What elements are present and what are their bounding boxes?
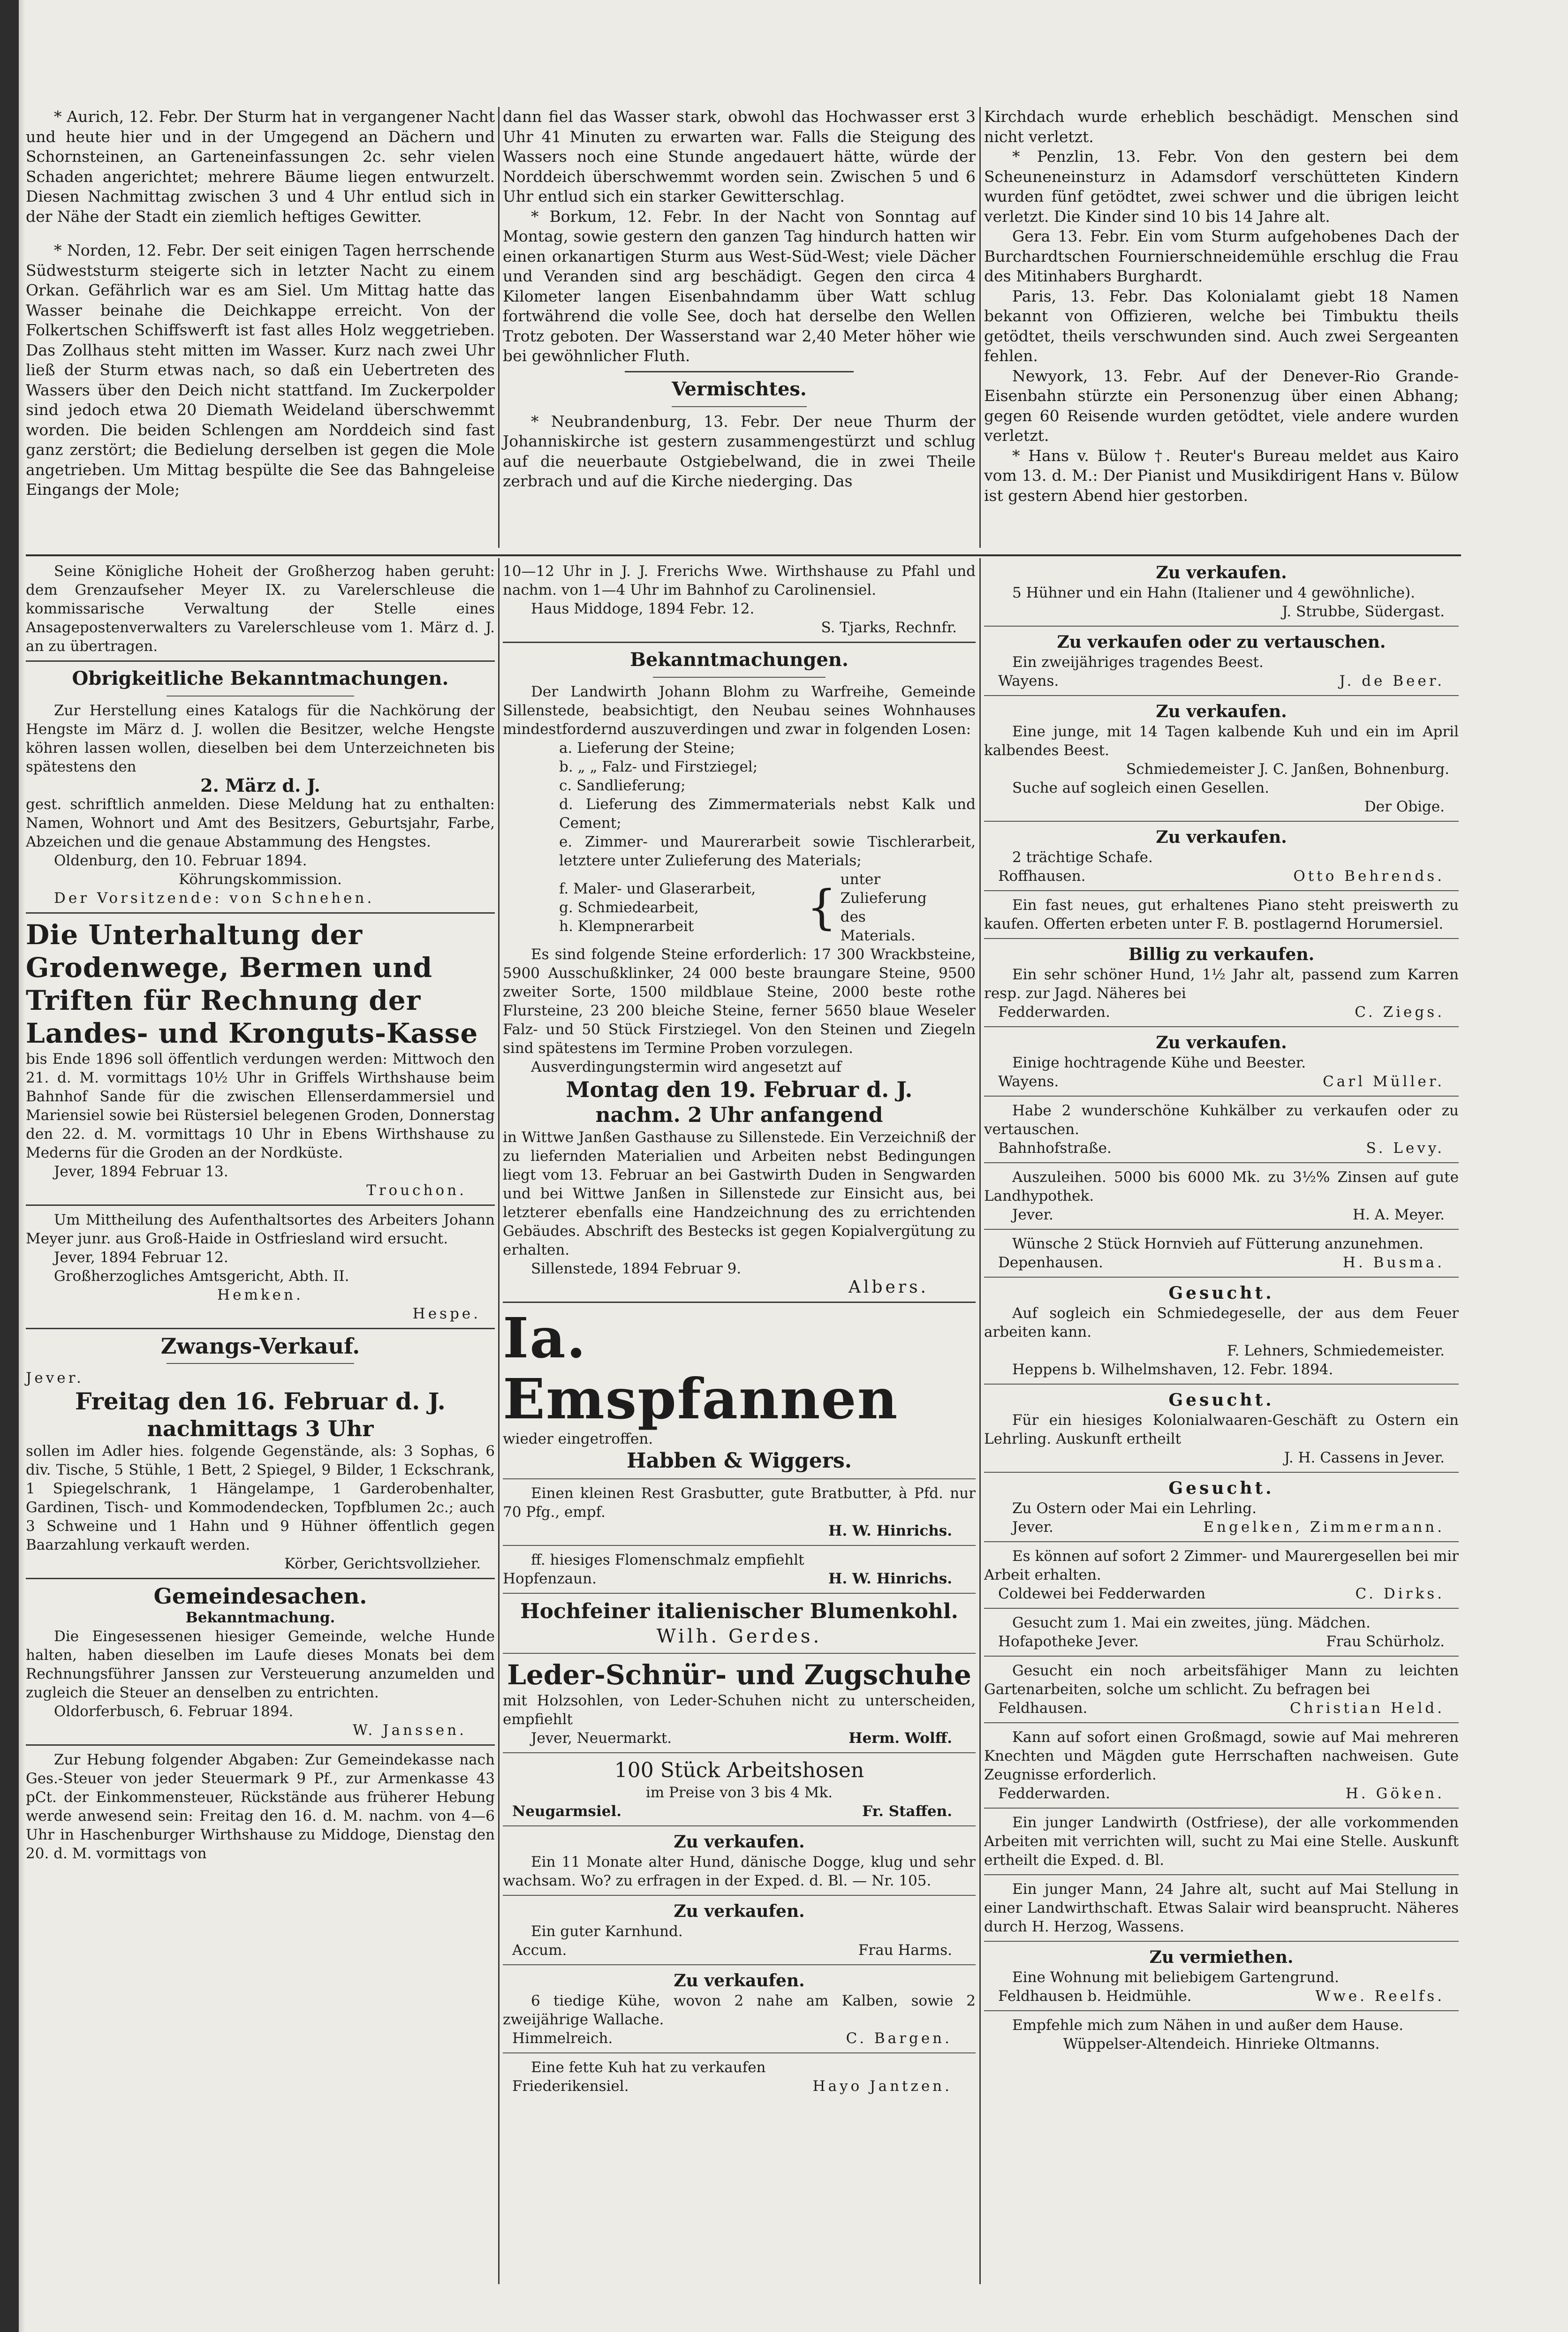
- blumenkohl-heading: Hochfeiner italienischer Blumenkohl.: [520, 1599, 958, 1623]
- verkauf-kuehe-signature: C. Bargen.: [846, 2030, 952, 2047]
- g6-place: Feldhausen.: [998, 1700, 1088, 1717]
- flomenschmalz-place: Hopfenzaun.: [503, 1570, 597, 1587]
- grossherzog-notice: Seine Königliche Hoheit der Großherzog haben geruht: dem Grenzaufseher Meyer IX. zu Varelerschleuse die kommissarische Verwaltung der Stelle eines Ansagepostenverwalters zu Varelerschleuse vom 1. März d. J. an zu übertragen.: [26, 563, 495, 655]
- news-neubrandenburg: * Neubrandenburg, 13. Febr. Der neue Thurm der Johanniskirche ist gestern zusammengestürzt und schlug auf die neuerbaute Ostgiebelwand, die in zwei Theile zerbrach und auf die Kirche niederging. Das: [503, 412, 976, 490]
- hengste-org: Köhrungskommission.: [179, 871, 342, 888]
- naehen-text: Empfehle mich zum Nähen in und außer dem Hause.: [1012, 2017, 1404, 2034]
- news-gera: Gera 13. Febr. Ein vom Sturm aufgehobenes Dach der Burchardtschen Fournierschneidemühle erschlug die Frau des Mitinhabers Burghardt.: [984, 227, 1459, 285]
- hengste-signature: Der Vorsitzende: von Schnehen.: [54, 890, 375, 907]
- los-fgh: [559, 870, 976, 945]
- hengste-notice-cont: gest. schriftlich anmelden. Diese Meldung hat zu enthalten: Namen, Wohnort und Amt des Besitzers, Geburtsjahr, Farbe, Abzeichen und die genaue Abstammung des Hengstes.: [26, 796, 495, 850]
- fette-kuh-signature: Hayo Jantzen.: [812, 2078, 952, 2095]
- zwangsverkauf-place: Jever.: [26, 1370, 84, 1386]
- column-rule: [979, 107, 981, 548]
- ads-column-middle: [503, 562, 976, 2096]
- g1-place: Heppens b. Wilhelmshaven, 12. Febr. 1894.: [1012, 1361, 1333, 1378]
- grasbutter-text: Einen kleinen Rest Grasbutter, gute Bratbutter, à Pfd. nur 70 Pfg., empf.: [503, 1485, 976, 1521]
- g7-text: Kann auf sofort einen Großmagd, sowie auf Mai mehreren Knechten und Mägden gute Herrschaften nachweisen. Gute Zeugnisse erforderlich.: [984, 1729, 1459, 1783]
- ads-column-right: [984, 562, 1459, 2053]
- flomenschmalz-signature: H. W. Hinrichs.: [828, 1570, 952, 1587]
- zwangsverkauf-items: sollen im Adler hies. folgende Gegenstände, als: 3 Sophas, 6 div. Tische, 5 Stühle, 1 Bett, 2 Spiegel, 9 Bilder, 1 Eckschrank, 1 Spiegelschrank, 1 Hängelampe, 1 Garderobenhalter, Gardinen, Tisch- und Kommodendecken, Topfblumen 2c.; auch 3 Schweine und 1 Hahn und 9 Hühner öffentlich gegen Baarzahlung verkauft werden.: [26, 1443, 495, 1553]
- r6-place: Wayens.: [998, 1073, 1059, 1090]
- r3-text-2: Suche auf sogleich einen Gesellen.: [1012, 780, 1270, 796]
- g5-text: Gesucht zum 1. Mai ein zweites, jüng. Mädchen.: [1012, 1614, 1371, 1631]
- neubau-notice: Der Landwirth Johann Blohm zu Warfreihe, Gemeinde Sillenstede, beabsichtigt, den Neubau seines Wohnhauses mindestfordernd auszuverdingen und zwar in folgenden Losen:: [503, 683, 976, 738]
- arbeitshosen-price: im Preise von 3 bis 4 Mk.: [645, 1784, 833, 1801]
- vermieten-place: Feldhausen b. Heidmühle.: [998, 1988, 1192, 2005]
- aufenthalt-signature-2: Hespe.: [412, 1305, 481, 1322]
- r9-place: Depenhausen.: [998, 1254, 1103, 1271]
- g8-text: Ein junger Landwirth (Ostfriese), der alle vorkommenden Arbeiten mit verrichten will, sucht zu Mai eine Stelle. Auskunft ertheilt die Exped. d. Bl.: [984, 1814, 1459, 1869]
- news-column-2: [503, 107, 976, 492]
- hundesteuer-place: Oldorferbusch, 6. Februar 1894.: [54, 1703, 294, 1720]
- r2-place: Wayens.: [998, 673, 1059, 689]
- g4-place: Coldewei bei Fedderwarden: [998, 1585, 1206, 1602]
- r4-place: Roffhausen.: [998, 868, 1086, 885]
- g3-place: Jever.: [1012, 1519, 1053, 1536]
- g4-signature: C. Dirks.: [1355, 1585, 1445, 1602]
- zwangsverkauf-heading: Zwangs-Verkauf.: [160, 1333, 360, 1359]
- los-h: h. Klempnerarbeit: [559, 918, 694, 935]
- abgaben-notice-cont: 10—12 Uhr in J. J. Frerichs Wwe. Wirthshause zu Pfahl und nachm. von 1—4 Uhr im Bahnhof zu Carolinensiel.: [503, 563, 976, 598]
- news-column-3: [984, 107, 1459, 506]
- verkauf-hund-text: Ein 11 Monate alter Hund, dänische Dogge, klug und sehr wachsam. Wo? zu erfragen in der Exped. d. Bl. — Nr. 105.: [503, 1854, 976, 1889]
- g6-signature: Christian Held.: [1290, 1700, 1445, 1717]
- arbeitshosen-heading: 100 Stück Arbeitshosen: [614, 1758, 864, 1782]
- adjacent-page-edge: [0, 0, 19, 2332]
- r5-text: Ein sehr schöner Hund, 1½ Jahr alt, passend zum Karren resp. zur Jagd. Näheres bei: [984, 966, 1459, 1002]
- r5-place: Fedderwarden.: [998, 1004, 1110, 1021]
- lederschuhe-place: Jever, Neuermarkt.: [531, 1730, 672, 1747]
- g1-text: Auf sogleich ein Schmiedegeselle, der aus dem Feuer arbeiten kann.: [984, 1305, 1459, 1340]
- verkauf-karnhund-text: Ein guter Karnhund.: [531, 1923, 683, 1940]
- vermieten-text: Eine Wohnung mit beliebigem Gartengrund.: [1012, 1969, 1340, 1986]
- hengste-place: Oldenburg, den 10. Februar 1894.: [54, 852, 307, 869]
- termin-time: nachm. 2 Uhr anfangend: [595, 1103, 883, 1127]
- g3-heading: Gesucht.: [1168, 1478, 1274, 1498]
- los-c: c. Sandlieferung;: [559, 777, 686, 794]
- lederschuhe-heading: Leder-Schnür- und Zugschuhe: [507, 1659, 971, 1691]
- r4-heading: Zu verkaufen.: [1156, 827, 1287, 847]
- news-norden-cont: dann fiel das Wasser stark, obwohl das Hochwasser erst 3 Uhr 41 Minuten zu erwarten war. Falls die Steigung des Wassers noch eine Stunde angedauert hätte, würde der Norddeich überschwemmt worden sein. Zwischen 5 und 6 Uhr entlud sich ein starker Gewitterschlag.: [503, 107, 976, 205]
- hundesteuer-signature: W. Janssen.: [352, 1722, 467, 1739]
- ads-column-left: [26, 562, 495, 1863]
- grasbutter-signature: H. W. Hinrichs.: [828, 1522, 952, 1539]
- section-divider: [26, 554, 1461, 556]
- gemeinde-subheading: Bekanntmachung.: [185, 1609, 335, 1626]
- termin-date: Montag den 19. Februar d. J.: [566, 1077, 913, 1102]
- vermieten-signature: Wwe. Reelfs.: [1315, 1988, 1445, 2005]
- unterhaltung-text: bis Ende 1896 soll öffentlich verdungen werden: Mittwoch den 21. d. M. vormittags 10½ Uhr in Griffels Wirthshause beim Bahnhof Sande für die zwischen Ellenserdammersiel und Mariensiel sowie bei Rüstersiel belegenen Groden, Donnerstag den 22. d. M. vormittags 10 Uhr in Ebens Wirthshause zu Mederns für die Groden an der Nordküste.: [26, 1051, 495, 1161]
- brace-glyph: {: [807, 880, 837, 935]
- aufenthalt-notice: Um Mittheilung des Aufenthaltsortes des Arbeiters Johann Meyer junr. aus Groß-Haide in Ostfriesland wird ersucht.: [26, 1211, 495, 1247]
- r3-heading: Zu verkaufen.: [1156, 702, 1287, 721]
- unterhaltung-heading: Die Unterhaltung der Grodenwege, Bermen und Triften für Rechnung der Landes- und Kronguts-Kasse: [26, 919, 478, 1049]
- unterhaltung-signature: Trouchon.: [366, 1182, 467, 1199]
- r6-signature: Carl Müller.: [1323, 1073, 1445, 1090]
- news-newyork: Newyork, 13. Febr. Auf der Denever-Rio Grande-Eisenbahn stürzte ein Personenzug über einen Abhang; gegen 60 Reisende wurden getödtet, viele andere wurden verletzt.: [984, 366, 1459, 445]
- r1-signature: J. Strubbe, Südergast.: [1282, 603, 1445, 620]
- termin-signature: Albers.: [848, 1278, 929, 1297]
- g7-signature: H. Göken.: [1345, 1785, 1445, 1802]
- g5-signature: Frau Schürholz.: [1326, 1633, 1445, 1650]
- g1-heading: Gesucht.: [1168, 1283, 1274, 1303]
- r7-signature: S. Levy.: [1366, 1140, 1445, 1157]
- termin-place: Sillenstede, 1894 Februar 9.: [531, 1260, 742, 1277]
- r6-text: Einige hochtragende Kühe und Beester.: [1012, 1054, 1306, 1071]
- los-d: d. Lieferung des Zimmermaterials nebst Kalk und Cement;: [559, 796, 976, 832]
- aufenthalt-place: Jever, 1894 Februar 12.: [54, 1249, 228, 1266]
- los-g: g. Schmiedearbeit,: [559, 899, 699, 916]
- g2-signature: J. H. Cassens in Jever.: [1284, 1449, 1445, 1466]
- los-f: f. Maler- und Glaserarbeit,: [559, 880, 756, 897]
- g5-place: Hofapotheke Jever.: [998, 1633, 1139, 1650]
- g3-text: Zu Ostern oder Mai ein Lehrling.: [1012, 1500, 1257, 1517]
- r6-heading: Zu verkaufen.: [1156, 1033, 1287, 1052]
- news-norden: * Norden, 12. Febr. Der seit einigen Tagen herrschende Südweststurm steigerte sich in letzter Nacht zu einem Orkan. Gefährlich war es am Siel. Um Mittag hatte das Wasser beinahe die Deichkappe erreicht. Von der Folkertschen Schiffswerft ist fast alles Holz weggetrieben. Das Zollhaus steht mitten im Wasser. Kurz nach zwei Uhr ließ der Sturm etwas nach, so daß ein Uebertreten des Wassers über den Deich nicht stattfand. Im Zuckerpolder sind jedoch etwa 20 Diemath Weideland überschwemmt worden. Die beiden Schlengen am Norddeich sind fast ganz zerstört; die Bedielung derselben ist gegen die Mole angetrieben. Um Mittag bespülte die See das Bahngeleise Eingangs der Mole;: [26, 241, 495, 499]
- hundesteuer-notice: Die Eingesessenen hiesiger Gemeinde, welche Hunde halten, haben dieselben im Laufe dieses Monats bei dem Rechnungsführer Janssen zur Versteuerung anzumelden und zugleich die Steuer an denselben zu entrichten.: [26, 1628, 495, 1701]
- r8-text: Auszuleihen. 5000 bis 6000 Mk. zu 3½% Zinsen auf gute Landhypothek.: [984, 1169, 1459, 1204]
- lose-list: [503, 739, 976, 945]
- verkauf-karnhund-signature: Frau Harms.: [858, 1942, 952, 1959]
- r5-heading: Billig zu verkaufen.: [1128, 945, 1315, 964]
- g6-text: Gesucht ein noch arbeitsfähiger Mann zu leichten Gartenarbeiten, solche um schlicht. Zu befragen bei: [984, 1662, 1459, 1698]
- fette-kuh-text: Eine fette Kuh hat zu verkaufen: [531, 2059, 766, 2076]
- verkauf-karnhund-heading: Zu verkaufen.: [674, 1901, 805, 1921]
- r4-text: 2 trächtige Schafe.: [1012, 849, 1153, 866]
- lederschuhe-text: mit Holzsohlen, von Leder-Schuhen nicht zu unterscheiden, empfiehlt: [503, 1692, 976, 1728]
- g7-place: Fedderwarden.: [998, 1785, 1110, 1802]
- news-borkum: * Borkum, 12. Febr. In der Nacht von Sonntag auf Montag, sowie gestern den ganzen Tag hindurch hatten wir einen orkanartigen Sturm aus West-Süd-West; viele Dächer und Veranden sind arg beschädigt. Gegen den circa 4 Kilometer langen Eisenbahndamm über Watt schlug fortwährend die volle See, doch hat derselbe den Wellen Trotz geboten. Der Wasserstand war 2,40 Meter höher wie bei gewöhnlicher Fluth.: [503, 207, 976, 365]
- gemeindesachen-heading: Gemeindesachen.: [153, 1583, 367, 1609]
- los-fgh-note: unter Zulieferung des Materials.: [840, 871, 927, 944]
- news-aurich: * Aurich, 12. Febr. Der Sturm hat in vergangener Nacht und heute hier und in der Umgegend an Dächern und Schornsteinen, an Garteneinfassungen 2c. sehr vielen Schaden angerichtet; mehrere Bäume liegen entwurzelt. Diesen Nachmittag zwischen 3 und 4 Uhr entlud sich in der Nähe der Stadt ein ziemlich heftiges Gewitter.: [26, 107, 495, 226]
- vermieten-heading: Zu vermiethen.: [1149, 1947, 1294, 1967]
- emspfannen-sub: wieder eingetroffen.: [503, 1431, 653, 1447]
- g2-heading: Gesucht.: [1168, 1390, 1274, 1410]
- news-neubrandenburg-cont: Kirchdach wurde erheblich beschädigt. Menschen sind nicht verletzt.: [984, 107, 1459, 146]
- arbeitshosen-place: Neugarmsiel.: [512, 1803, 622, 1820]
- g2-text: Für ein hiesiges Kolonialwaaren-Geschäft zu Ostern ein Lehrling. Auskunft ertheilt: [984, 1412, 1459, 1447]
- g3-signature: Engelken, Zimmermann.: [1203, 1519, 1445, 1536]
- r3-text: Eine junge, mit 14 Tagen kalbende Kuh und ein im April kalbendes Beest.: [984, 723, 1459, 759]
- zwangsverkauf-time: nachmittags 3 Uhr: [147, 1416, 374, 1441]
- r3-signature-2: Der Obige.: [1364, 798, 1445, 815]
- aufenthalt-signature-1: Hemken.: [217, 1287, 303, 1303]
- verkauf-kuehe-place: Himmelreich.: [512, 2030, 613, 2047]
- zwangsverkauf-signature: Körber, Gerichtsvollzieher.: [284, 1555, 481, 1572]
- unterhaltung-place: Jever, 1894 Februar 13.: [54, 1163, 228, 1180]
- hengste-notice: Zur Herstellung eines Katalogs für die Nachkörung der Hengste im März d. J. wollen die Besitzer, welche Hengste köhren lassen wollen, dieselben bei dem Unterzeichneten bis spätestens den: [26, 702, 495, 775]
- r2-text: Ein zweijähriges tragendes Beest.: [1012, 654, 1264, 671]
- r5-signature: C. Ziegs.: [1355, 1004, 1445, 1021]
- verkauf-karnhund-place: Accum.: [512, 1942, 567, 1959]
- naehen-signature: Wüppelser-Altendeich. Hinrieke Oltmanns.: [1063, 2036, 1380, 2052]
- news-column-1: [26, 107, 495, 500]
- los-a: a. Lieferung der Steine;: [559, 740, 735, 757]
- g4-text: Es können auf sofort 2 Zimmer- und Maurergesellen bei mir Arbeit erhalten.: [984, 1548, 1459, 1583]
- r9-signature: H. Busma.: [1342, 1254, 1445, 1271]
- arbeitshosen-signature: Fr. Staffen.: [862, 1803, 952, 1820]
- r3-signature: Schmiedemeister J. C. Janßen, Bohnenburg.: [1126, 761, 1449, 778]
- r8-signature: H. A. Meyer.: [1352, 1206, 1445, 1223]
- abgaben-signature: S. Tjarks, Rechnfr.: [821, 619, 957, 636]
- termin-intro: Ausverdingungstermin wird angesetzt auf: [531, 1059, 841, 1075]
- fette-kuh-place: Friederikensiel.: [512, 2078, 629, 2095]
- zwangsverkauf-date: Freitag den 16. Februar d. J.: [75, 1387, 446, 1415]
- amtsgericht-name: Großherzogliches Amtsgericht, Abth. II.: [54, 1268, 349, 1285]
- verkauf-hund-heading: Zu verkaufen.: [674, 1832, 805, 1852]
- column-rule: [979, 558, 981, 2284]
- piano-text: Ein fast neues, gut erhaltenes Piano steht preiswerth zu kaufen. Offerten erbeten unter F. B. postlagernd Horumersiel.: [984, 897, 1459, 932]
- abgaben-notice: Zur Hebung folgender Abgaben: Zur Gemeindekasse nach Ges.-Steuer von jeder Steuermark 9 Pf., zur Armenkasse 43 pCt. der Einkommensteuer, Rückstände aus früherer Hebung werde anwesend sein: Freitag den 16. d. M. nachm. von 4—6 Uhr in Haschenburger Wirthshause zu Middoge, Dienstag den 20. d. M. vormittags von: [26, 1751, 495, 1862]
- r7-text: Habe 2 wunderschöne Kuhkälber zu verkaufen oder zu vertauschen.: [984, 1102, 1459, 1138]
- abgaben-place: Haus Middoge, 1894 Febr. 12.: [531, 600, 755, 617]
- obrigkeitliche-heading: Obrigkeitliche Bekanntmachungen.: [72, 667, 449, 689]
- blumenkohl-signature: Wilh. Gerdes.: [656, 1626, 822, 1647]
- verkauf-kuehe-heading: Zu verkaufen.: [674, 1971, 805, 1991]
- r8-place: Jever.: [1012, 1206, 1053, 1223]
- verkauf-kuehe-text: 6 tiedige Kühe, wovon 2 nahe am Kalben, sowie 2 zweijährige Wallache.: [503, 1992, 976, 2028]
- column-rule: [498, 558, 500, 2284]
- r9-text: Wünsche 2 Stück Hornvieh auf Fütterung anzunehmen.: [1012, 1235, 1424, 1252]
- r4-signature: Otto Behrends.: [1293, 868, 1445, 885]
- bekanntmachungen-heading: Bekanntmachungen.: [630, 649, 848, 671]
- page-fold-shadow: [19, 0, 25, 2332]
- g9-text: Ein junger Mann, 24 Jahre alt, sucht auf Mai Stellung in einer Landwirthschaft. Etwas Salair wird beansprucht. Näheres durch H. Herzog, Wassens.: [984, 1881, 1459, 1935]
- news-penzlin: * Penzlin, 13. Febr. Von den gestern bei dem Scheuneneinsturz in Adamsdorf verschütteten Kindern wurden fünf getödtet, zwei schwer und die übrigen leicht verletzt. Die Kinder sind 10 bis 14 Jahre alt.: [984, 147, 1459, 226]
- emspfannen-heading: Ia. Emspfannen: [503, 1305, 899, 1431]
- r2-heading: Zu verkaufen oder zu vertauschen.: [1057, 632, 1386, 652]
- termin-details: in Wittwe Janßen Gasthause zu Sillenstede. Ein Verzeichniß der zu liefernden Materialien und Arbeiten nebst Bedingungen liegt vom 13. Februar an bei Gastwirth Duden in Sengwarden und bei Wittwe Janßen in Sillenstede zur Einsicht aus, bei letzterer ebenfalls eine Handzeichnung des zu errichtenden Gebäudes. Abschrift des Bestecks ist gegen Kopialvergütung zu erhalten.: [503, 1129, 976, 1258]
- emspfannen-firm: Habben & Wiggers.: [626, 1449, 852, 1473]
- news-buelow: * Hans v. Bülow †. Reuter's Bureau meldet aus Kairo vom 13. d. M.: Der Pianist und Musikdirigent Hans v. Bülow ist gestern Abend hier gestorben.: [984, 446, 1459, 505]
- flomenschmalz-text: ff. hiesiges Flomenschmalz empfiehlt: [531, 1552, 804, 1568]
- r2-signature: J. de Beer.: [1339, 673, 1445, 689]
- column-rule: [498, 107, 500, 548]
- steine-text: Es sind folgende Steine erforderlich: 17 300 Wrackbsteine, 5900 Ausschußklinker, 24 000 beste braungare Steine, 9500 zweiter Sorte, 1500 mildblaue Steine, 2000 beste rothe Flursteine, 23 200 bleiche Steine, ferner 5650 blaue Weseler Falz- und 50 Stück Firstziegel. Von den Steinen und Ziegeln sind spätestens im Termine Proben vorzulegen.: [503, 946, 976, 1057]
- r1-text: 5 Hühner und ein Hahn (Italiener und 4 gewöhnliche).: [1012, 584, 1415, 601]
- news-paris: Paris, 13. Febr. Das Kolonialamt giebt 18 Namen bekannt von Offizieren, welche bei Timbuktu theils getödtet, theils verschwunden sind. Auch zwei Sergeanten fehlen.: [984, 287, 1459, 365]
- section-vermischtes-heading: Vermischtes.: [672, 378, 807, 400]
- r7-place: Bahnhofstraße.: [998, 1140, 1112, 1157]
- los-b: b. „ „ Falz- und Firstziegel;: [559, 758, 758, 775]
- lederschuhe-signature: Herm. Wolff.: [848, 1730, 952, 1747]
- r1-heading: Zu verkaufen.: [1156, 563, 1287, 583]
- los-e: e. Zimmer- und Maurerarbeit sowie Tischlerarbeit, letztere unter Zulieferung des Materials;: [559, 833, 976, 869]
- hengste-deadline: 2. März d. J.: [200, 775, 320, 796]
- g1-signature: F. Lehners, Schmiedemeister.: [1227, 1342, 1445, 1359]
